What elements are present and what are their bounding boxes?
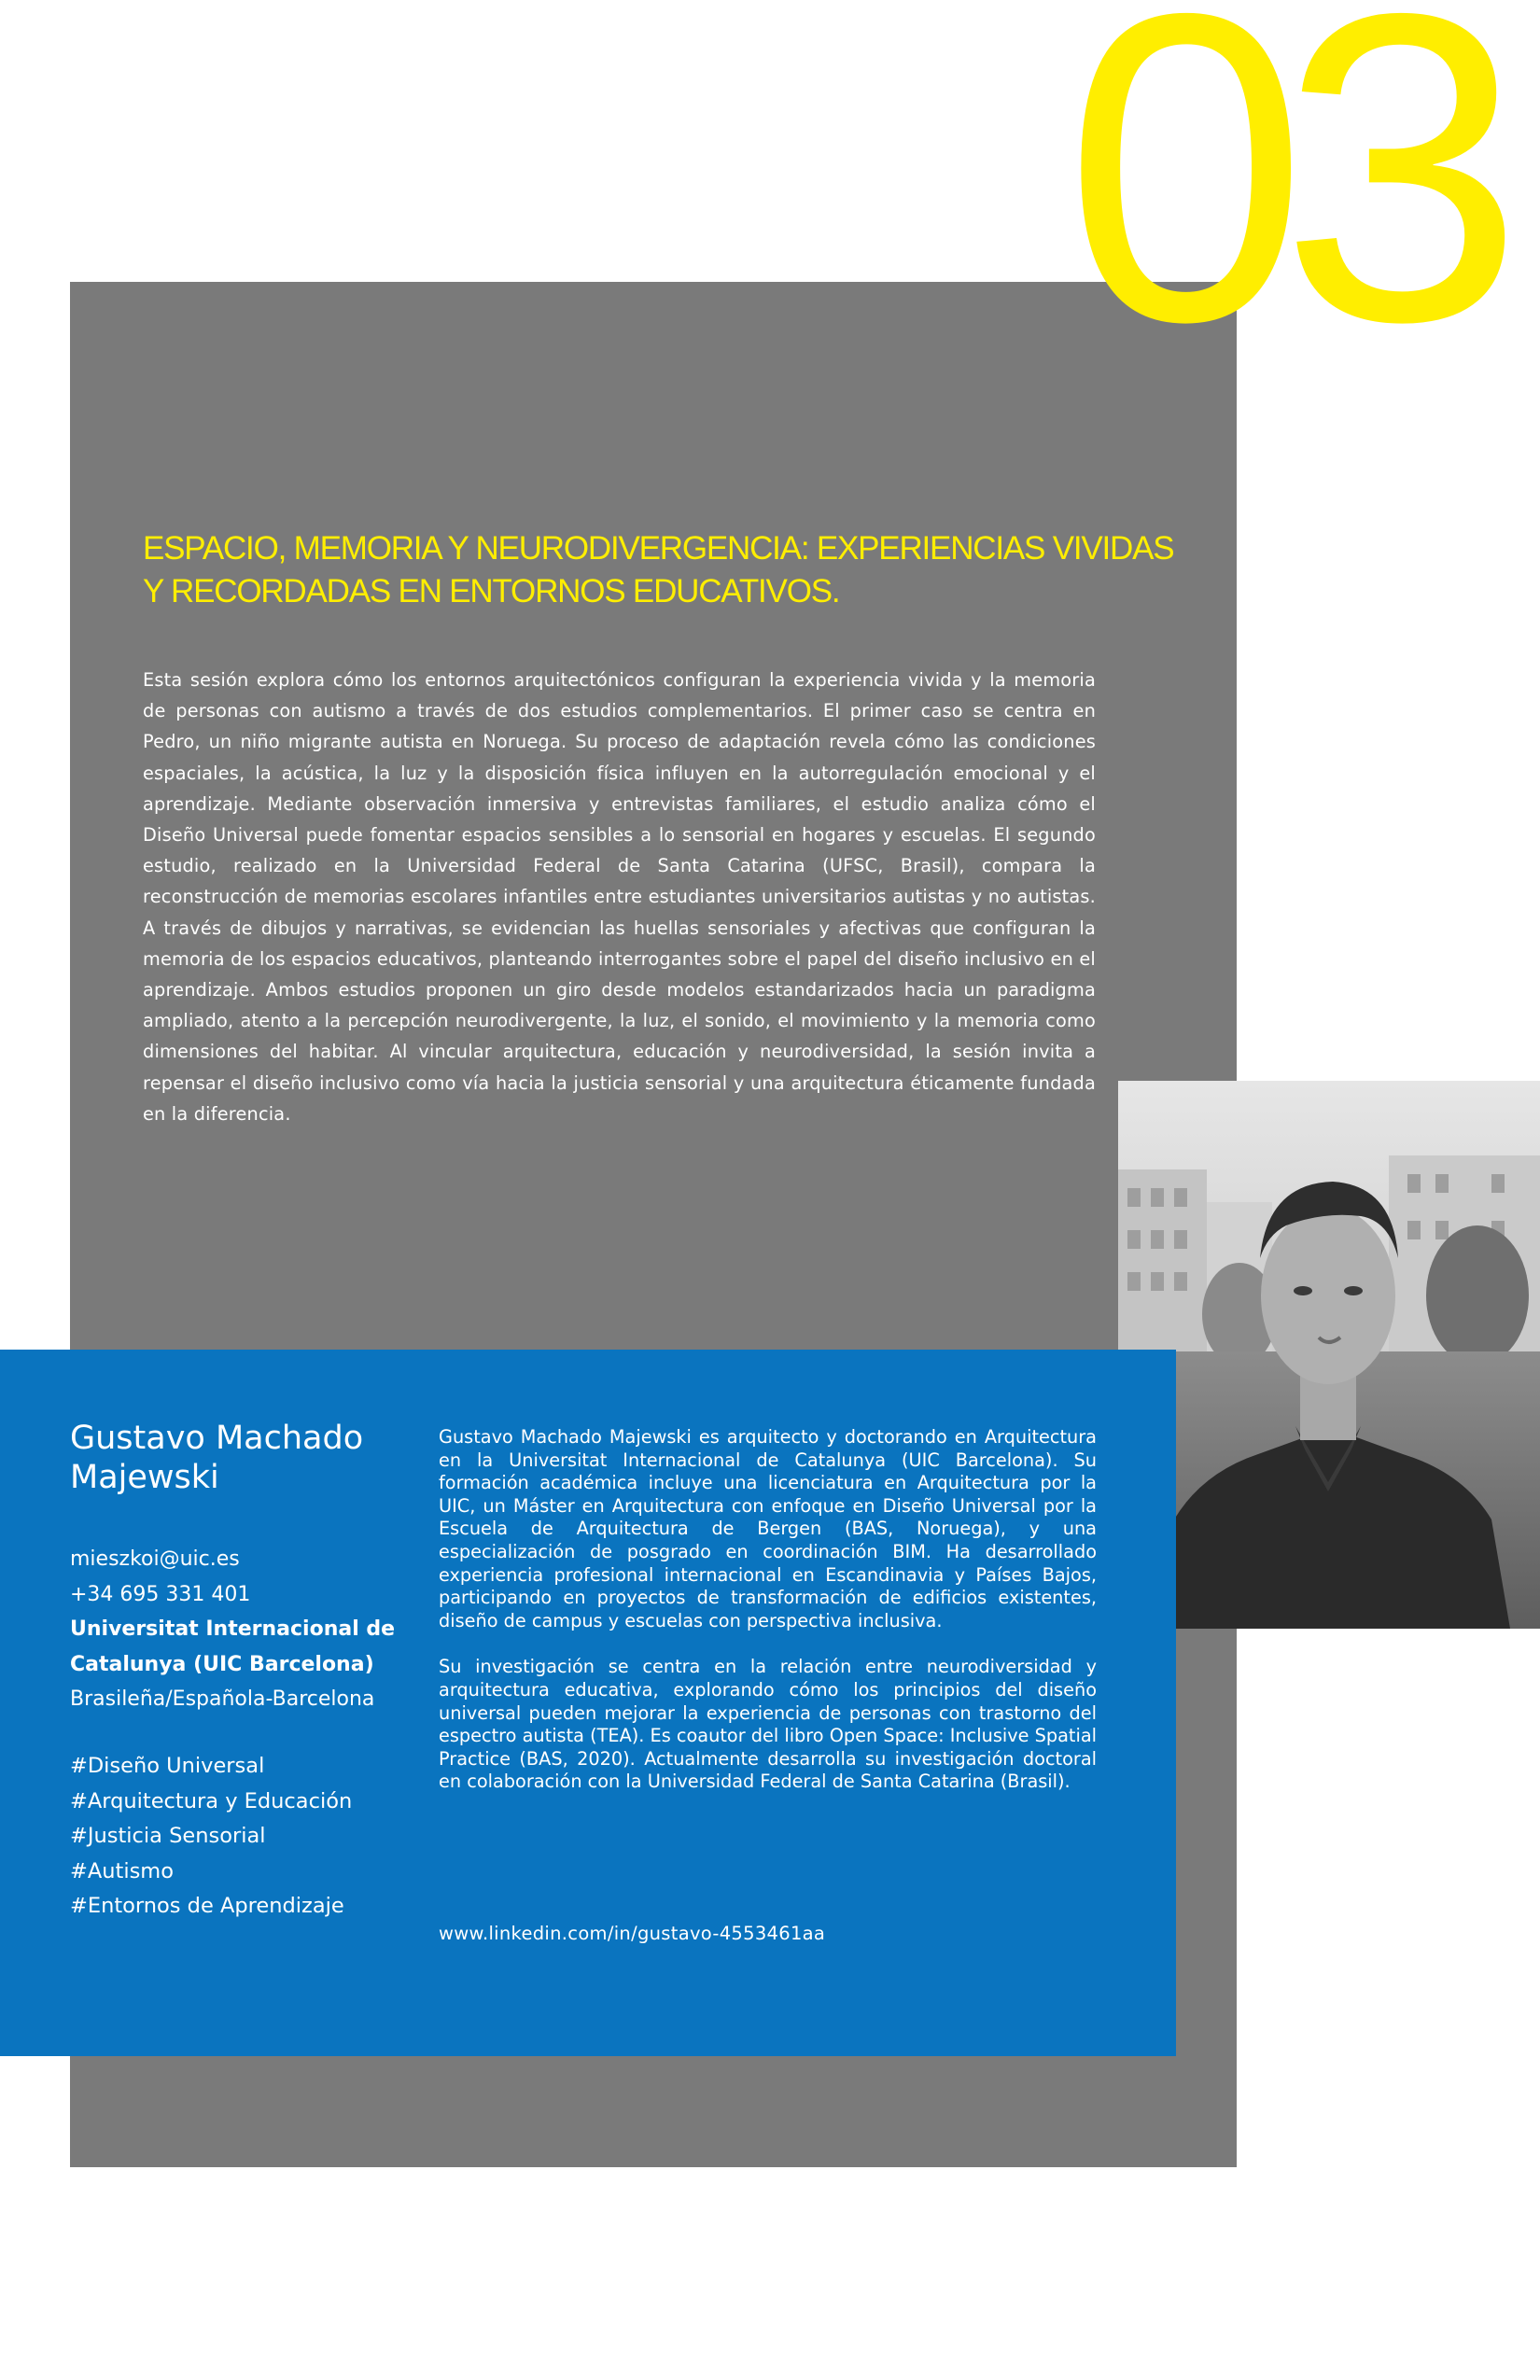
tag-item: #Arquitectura y Educación xyxy=(70,1788,353,1813)
speaker-email[interactable]: mieszkoi@uic.es xyxy=(70,1547,240,1571)
speaker-location: Brasileña/Española-Barcelona xyxy=(70,1687,375,1711)
tag-item: #Autismo xyxy=(70,1858,174,1883)
speaker-contact xyxy=(70,1542,406,1717)
bio-paragraph: Gustavo Machado Majewski es arquitecto y doctorando en Arquitectura en la Universitat Internacional de Catalunya (UIC Barcelona). Su formación académica incluye una licenciatura en Arquitectura por la UIC, un Máster en Arquitectura con enfoque en Diseño Universal por la Escuela de Arquitectura de Bergen (BAS, Noruega), y una especialización de posgrado en coordinación BIM. Ha desarrollado experiencia profesional internacional en Escandinavia y Países Bajos, participando en proyectos de transformación de edificios existentes, diseño de campus y escuelas con perspectiva inclusiva. xyxy=(439,1426,1097,1631)
session-title: ESPACIO, MEMORIA Y NEURODIVERGENCIA: EXPERIENCIAS VIVIDAS Y RECORDADAS EN ENTORNOS EDUCATIVOS. xyxy=(143,530,1174,609)
tag-item: #Entornos de Aprendizaje xyxy=(70,1894,344,1918)
tag-item: #Justicia Sensorial xyxy=(70,1824,266,1848)
speaker-name: Gustavo Machado Majewski xyxy=(70,1420,364,1496)
bio-paragraph: Su investigación se centra en la relación entre neurodiversidad y arquitectura educativa, explorando cómo los principios del diseño universal pueden mejorar la experiencia de personas con trastorno del espectro autista (TEA). Es coautor del libro Open Space: Inclusive Spatial Practice (BAS, 2020). Actualmente desarrolla su investigación doctoral en colaboración con la Universidad Federal de Santa Catarina (Brasil). xyxy=(439,1656,1098,1793)
speaker-bio xyxy=(439,1426,1097,1817)
speaker-phone[interactable]: +34 695 331 401 xyxy=(70,1582,251,1606)
speaker-institution: Universitat Internacional de Catalunya (UIC Barcelona) xyxy=(70,1617,396,1676)
speaker-tags xyxy=(70,1749,425,1925)
tag-item: #Diseño Universal xyxy=(70,1754,265,1778)
linkedin-link[interactable]: www.linkedin.com/in/gustavo-4553461aa xyxy=(439,1923,826,1944)
session-abstract: Esta sesión explora cómo los entornos arquitectónicos configuran la experiencia vivida y la memoria de personas con autismo a través de dos estudios complementarios. El primer caso se centra en Pedro, un niño migrante autista en Noruega. Su proceso de adaptación revela cómo las condiciones espaciales, la acústica, la luz y la disposición física influyen en la autorregulación emocional y el aprendizaje. Mediante observación inmersiva y entrevistas familiares, el estudio analiza cómo el Diseño Universal puede fomentar espacios sensibles a lo sensorial en hogares y escuelas. El segundo estudio, realizado en la Universidad Federal de Santa Catarina (UFSC, Brasil), compara la reconstrucción de memorias escolares infantiles entre estudiantes universitarios autistas y no autistas. A través de dibujos y narrativas, se evidencian las huellas sensoriales y afectivas que configuran la memoria de los espacios educativos, planteando interrogantes sobre el papel del diseño inclusivo en el aprendizaje. Ambos estudios proponen un giro desde modelos estandarizados hacia un paradigma ampliado, atento a la percepción neurodivergente, la luz, el sonido, el movimiento y la memoria como dimensiones del habitar. Al vincular arquitectura, educación y neurodiversidad, la sesión invita a repensar el diseño inclusivo como vía hacia la justicia sensorial y una arquitectura éticamente fundada en la diferencia. xyxy=(143,669,1096,1125)
speaker-photo xyxy=(1118,1081,1540,1629)
session-number: 03 xyxy=(1064,0,1496,413)
